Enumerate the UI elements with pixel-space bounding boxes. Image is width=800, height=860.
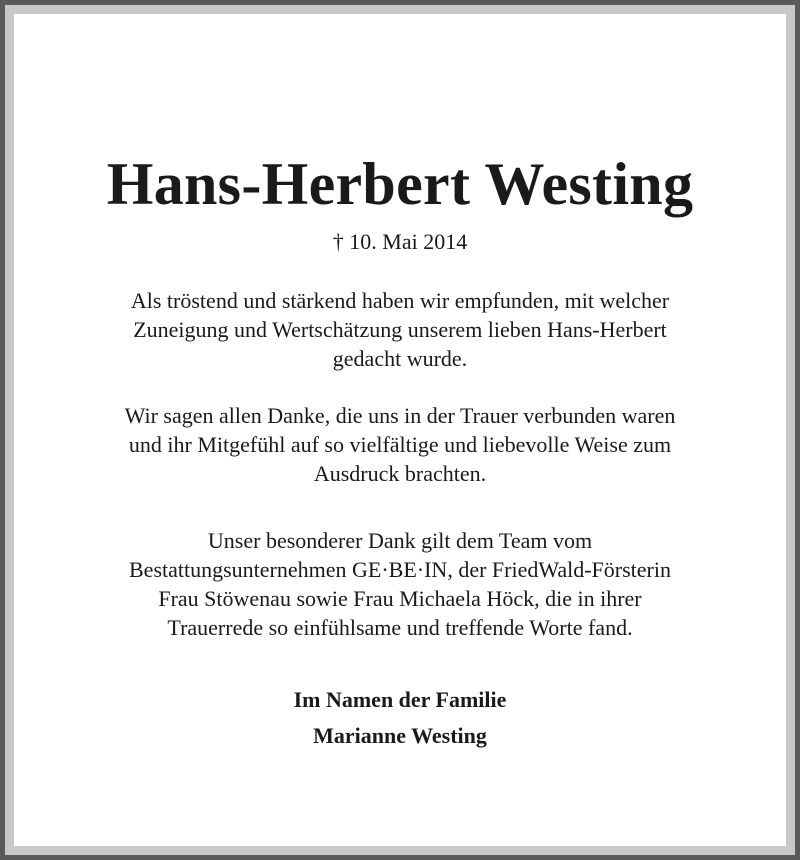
text-line: Bestattungsunternehmen GE·BE·IN, der FriedWald-Försterin (129, 557, 671, 582)
obituary-notice (14, 14, 786, 846)
thanks-paragraph-3 (14, 526, 786, 642)
signature-block (14, 682, 786, 754)
text-line: Unser besonderer Dank gilt dem Team vom (207, 528, 593, 553)
deceased-name: Hans-Herbert Westing (106, 151, 694, 217)
text-line: Trauerrede so einfühlsame und treffende Worte fand. (167, 615, 633, 640)
death-date: † 10. Mai 2014 (332, 229, 468, 254)
text-line: Frau Stöwenau sowie Frau Michaela Höck, die in ihrer (158, 586, 642, 611)
text-line: und ihr Mitgefühl auf so vielfältige und liebevolle Weise zum (128, 432, 672, 457)
thanks-paragraph-2 (14, 401, 786, 488)
text-line: Wir sagen allen Danke, die uns in der Trauer verbunden waren (124, 403, 676, 428)
signature-line-name: Marianne Westing (313, 723, 487, 748)
thanks-paragraph-1 (14, 286, 786, 373)
text-line: Als tröstend und stärkend haben wir empfunden, mit welcher (130, 288, 670, 313)
signature-line-family: Im Namen der Familie (293, 687, 507, 712)
text-line: Ausdruck brachten. (313, 461, 487, 486)
text-line: gedacht wurde. (332, 346, 468, 371)
text-line: Zuneigung und Wertschätzung unserem lieben Hans-Herbert (133, 317, 667, 342)
